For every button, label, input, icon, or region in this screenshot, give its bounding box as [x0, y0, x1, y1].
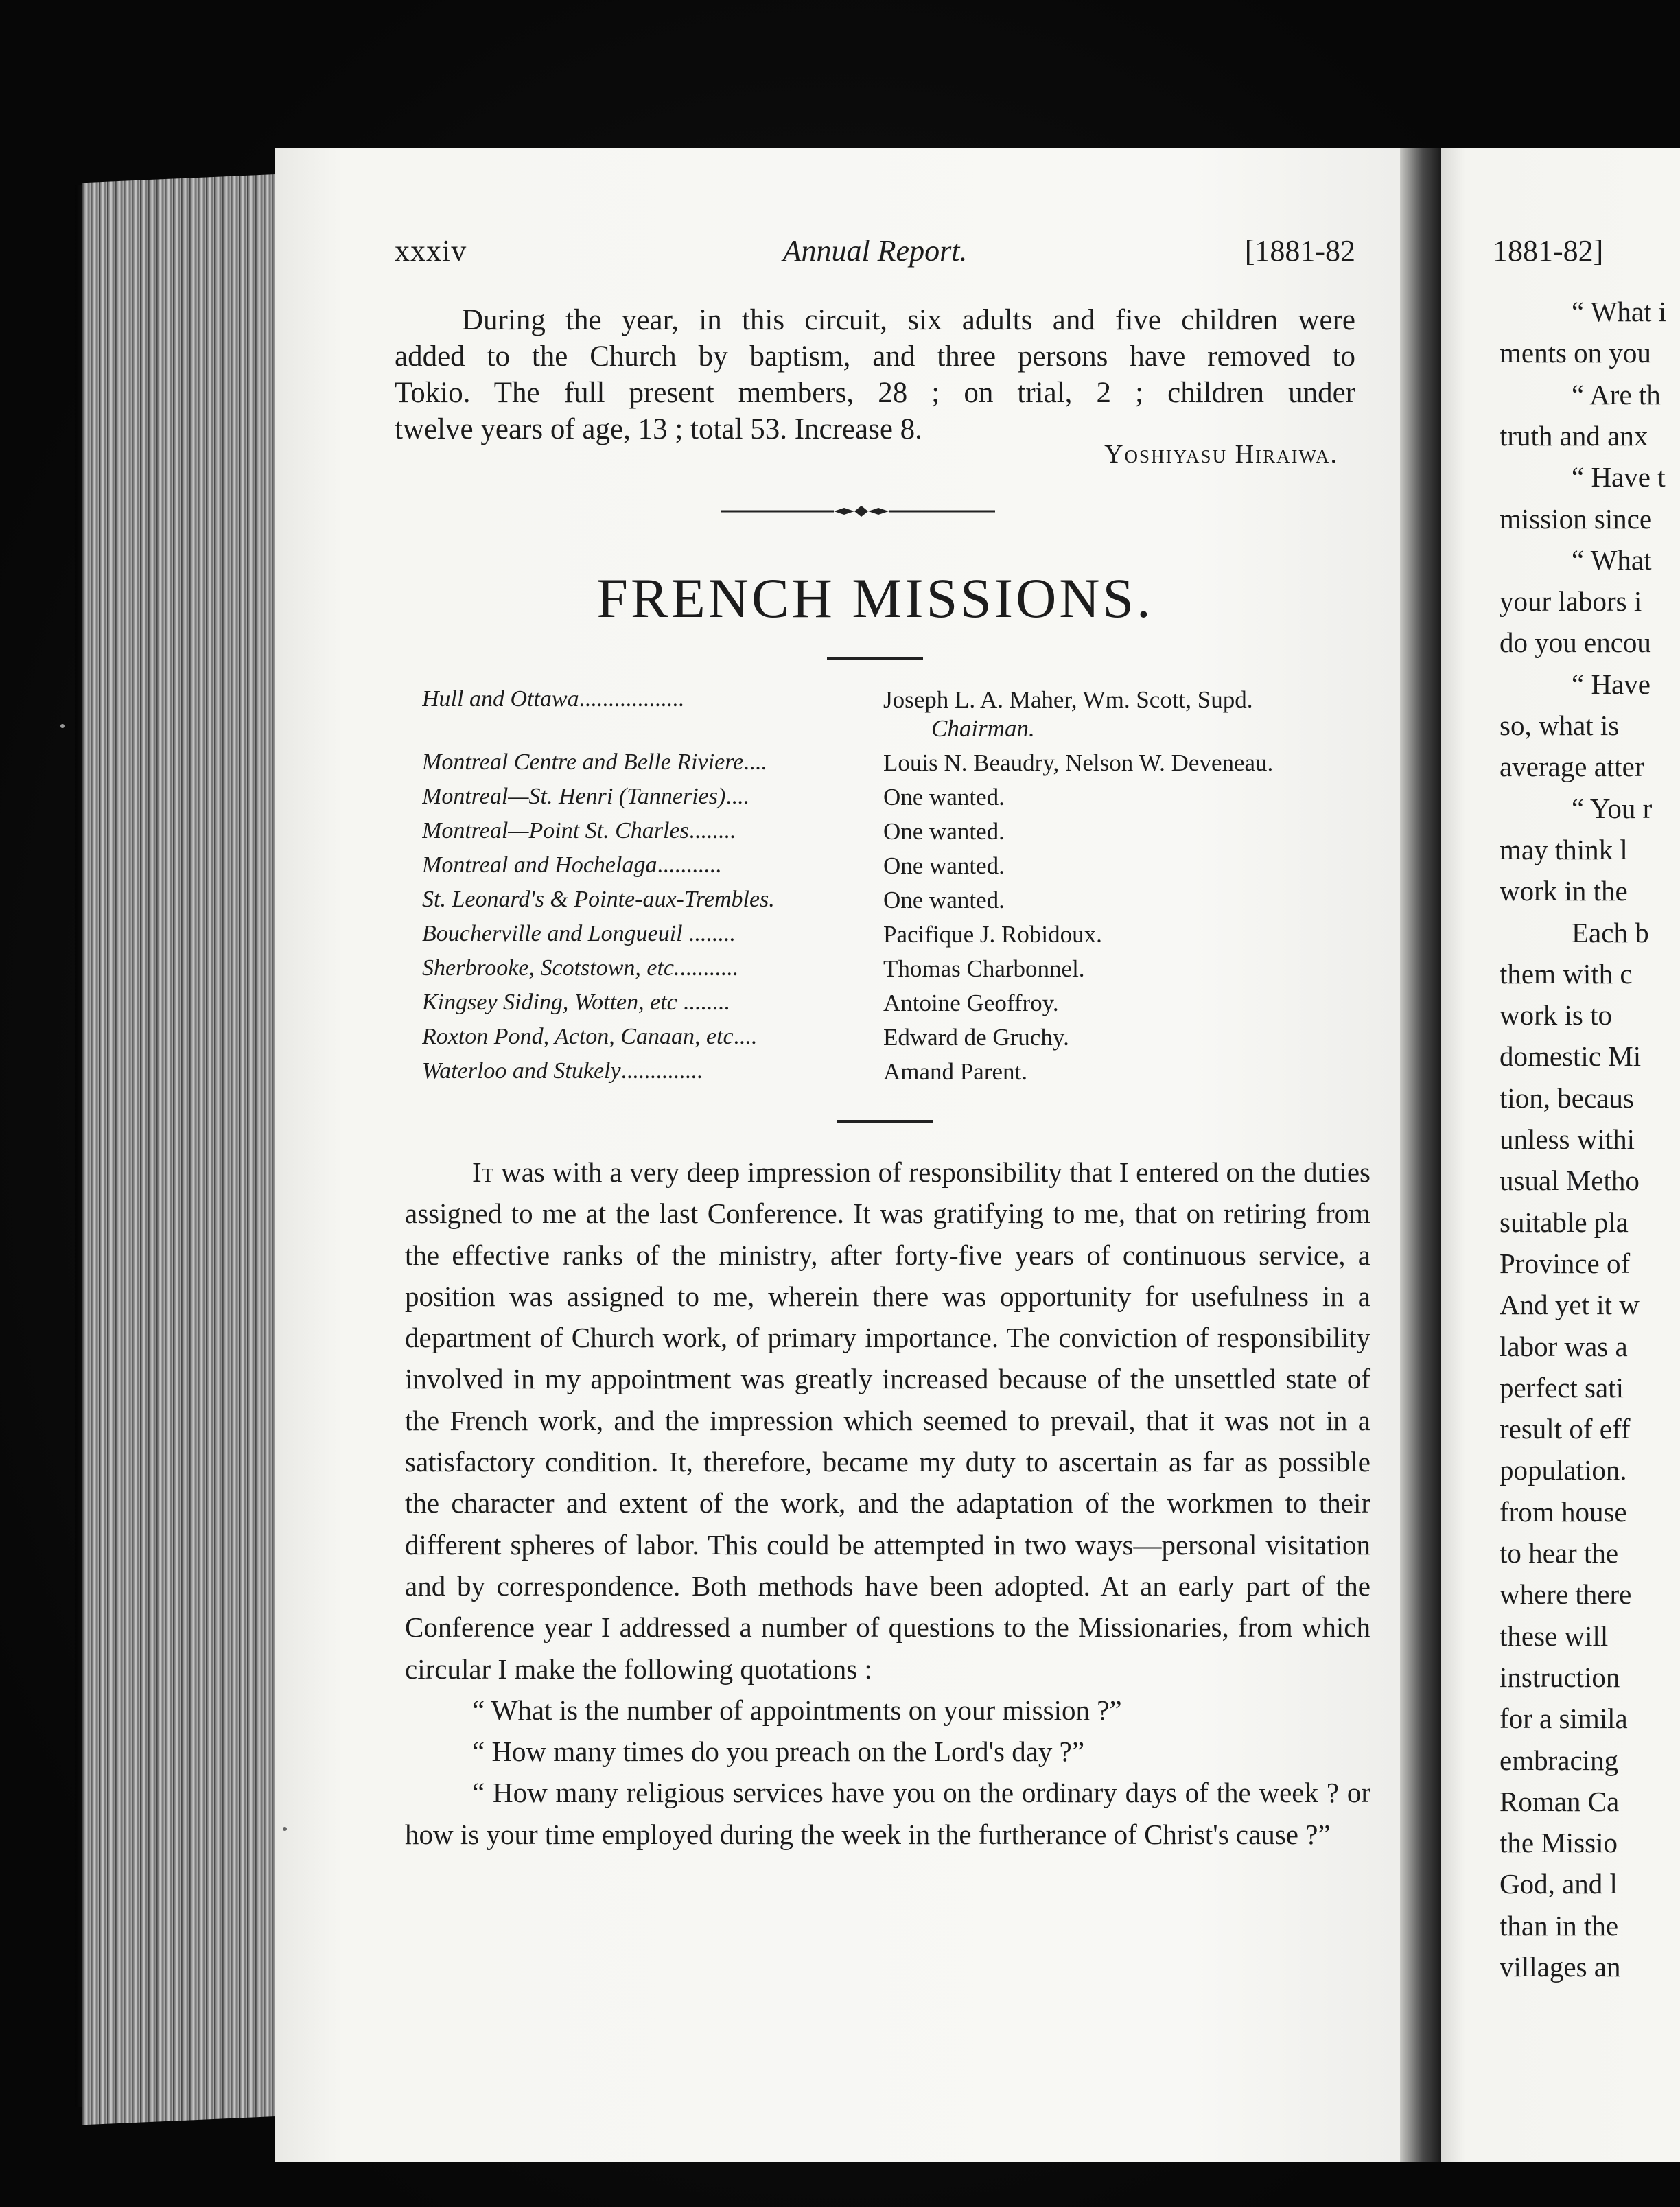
right-page-line: from house [1500, 1495, 1627, 1528]
right-page-line: than in the [1500, 1909, 1619, 1941]
right-page-line: “ Have t [1572, 461, 1666, 493]
right-page-line: villages an [1500, 1951, 1621, 1983]
appointment-minister: Thomas Charbonnel. [883, 955, 1085, 982]
list-item [422, 1024, 1379, 1058]
appointment-minister: Antoine Geoffroy. [883, 990, 1059, 1016]
intro-line: Tokio. The full present members, 28 ; on trial, 2 ; children under [395, 377, 1355, 409]
right-page-line: “ You r [1572, 792, 1653, 824]
list-item [422, 955, 1379, 990]
right-running-year: 1881-82] [1493, 234, 1604, 268]
appointment-minister: One wanted. [883, 784, 1005, 810]
leader-dots: .... [743, 749, 767, 775]
quotation: “ How many times do you preach on the Lord's day ?” [472, 1736, 1085, 1768]
right-page-line: your labors i [1500, 585, 1642, 618]
appointment-minister: Edward de Gruchy. [883, 1024, 1069, 1051]
quotation: “ How many religious services have you on the ordinary days of the week ? or how is your time employed during the week in the furtherance of Christ's cause ?” [405, 1777, 1370, 1850]
list-item [422, 749, 1379, 784]
scan-speck [283, 1827, 287, 1831]
section-title: FRENCH MISSIONS. [596, 567, 1154, 629]
right-page-line: to hear the [1500, 1537, 1619, 1569]
right-page-line: may think l [1500, 833, 1628, 865]
appointment-minister: Joseph L. A. Maher, Wm. Scott, Supd. [883, 686, 1253, 713]
running-head [395, 233, 1355, 275]
right-page-line: work is to [1500, 999, 1612, 1031]
book-page-edges [82, 174, 281, 2125]
right-page-line: average atter [1500, 751, 1644, 783]
scan-speck [60, 724, 65, 728]
opening-word: It [472, 1156, 494, 1188]
right-page-line: tion, becaus [1500, 1082, 1634, 1114]
appointment-minister: Louis N. Beaudry, Nelson W. Deveneau. [883, 749, 1274, 776]
intro-line: added to the Church by baptism, and three persons have removed to [395, 340, 1355, 373]
right-page-line: the Missio [1500, 1827, 1618, 1859]
list-item [422, 784, 1379, 818]
right-page-line: population. [1500, 1454, 1627, 1486]
right-page-line: unless withi [1500, 1123, 1635, 1155]
appointment-minister: Amand Parent. [883, 1058, 1027, 1085]
right-page-line: perfect sati [1500, 1371, 1624, 1403]
leader-dots: ........ [688, 818, 736, 843]
appointment-place: Roxton Pond, Acton, Canaan, etc [422, 1024, 734, 1049]
right-page-line: ments on you [1500, 337, 1651, 369]
right-page-line: domestic Mi [1500, 1040, 1642, 1073]
right-page-line: work in the [1500, 875, 1628, 907]
right-page-line: these will [1500, 1620, 1609, 1652]
title-rule [827, 657, 923, 660]
body-paragraph [405, 1152, 1370, 1690]
appointment-place: Kingsey Siding, Wotten, etc [422, 990, 677, 1015]
body-paragraph-text: was with a very deep impression of responsibility that I entered on the duties assigned to me at the last Conference. It was gratifying to me, that on retiring from the effective ranks of the ministry, after forty-five years of continuous service, a position was assigned to me, wherein there was opportunity for usefulness in a department of Church work, of primary importance. The conviction of responsibility involved in my appointment was greatly increased because of the unsettled state of the French work, and the impression which seemed to prevail, that it was not in a satisfactory condition. It, therefore, became my duty to ascertain as far as possible the character and extent of the work, and the adaptation of the workmen to their different spheres of labor. This could be attempted in two ways—personal visitation and by correspondence. Both methods have been adopted. At an early part of the Conference year I addressed a number of questions to the Missionaries, from which circular I make the following quotations : [405, 1156, 1371, 1685]
leader-dots: .... [725, 784, 749, 809]
right-page-line: embracing [1500, 1744, 1619, 1776]
list-item [422, 818, 1379, 852]
right-page-line: them with c [1500, 957, 1633, 990]
right-page-line: “ Are th [1572, 378, 1661, 410]
leader-dots: ........... [657, 852, 721, 878]
right-page-line: so, what is [1500, 710, 1620, 741]
appointments-list [422, 686, 1379, 1093]
leader-dots: ........ [682, 921, 736, 946]
appointment-place: Boucherville and Longueuil [422, 921, 683, 946]
appointment-minister: Pacifique J. Robidoux. [883, 921, 1102, 948]
right-page-line: Roman Ca [1500, 1785, 1620, 1817]
right-page-line: labor was a [1500, 1330, 1628, 1362]
running-title: Annual Report. [782, 234, 968, 268]
appointment-place: Sherbrooke, Scotstown, etc. [422, 955, 680, 981]
right-page-line: God, and l [1500, 1868, 1618, 1900]
appointment-place: Waterloo and Stukely [422, 1058, 621, 1084]
leader-dots: .................. [579, 686, 684, 712]
list-item [422, 1058, 1379, 1093]
intro-line: During the year, in this circuit, six adults and five children were [462, 304, 1355, 336]
body-text [405, 1152, 1370, 1855]
running-year: [1881-82 [1244, 234, 1355, 268]
list-item [422, 990, 1379, 1024]
list-rule [837, 1120, 933, 1123]
right-page-line: result of eff [1500, 1413, 1631, 1445]
appointment-place: St. Leonard's & Pointe-aux-Trembles. [422, 887, 775, 912]
right-page-line: Each b [1572, 916, 1649, 948]
appointment-place: Montreal and Hochelaga [422, 852, 657, 878]
right-page-line: “ Have [1572, 668, 1650, 700]
right-page-line: Province of [1500, 1247, 1631, 1279]
signature: Yoshiyasu Hiraiwa. [1104, 440, 1338, 469]
appointment-minister: One wanted. [883, 852, 1005, 879]
appointment-place: Hull and Ottawa [422, 686, 579, 712]
right-page-line: usual Metho [1500, 1165, 1640, 1197]
quotation: “ What is the number of appointments on your mission ?” [472, 1694, 1122, 1726]
right-page-line: mission since [1500, 502, 1653, 535]
right-page-line: “ What i [1572, 296, 1667, 327]
appointment-place: Montreal Centre and Belle Riviere [422, 749, 744, 775]
book-gutter [1400, 148, 1441, 2162]
appointment-place: Montreal—Point St. Charles [422, 818, 689, 843]
appointment-minister: One wanted. [883, 887, 1005, 913]
appointment-place: Montreal—St. Henri (Tanneries) [422, 784, 726, 809]
appointment-minister: One wanted. [883, 818, 1005, 845]
list-item [422, 921, 1379, 955]
right-page-line: suitable pla [1500, 1206, 1629, 1238]
right-page-line: “ What [1572, 544, 1652, 576]
right-page-line: instruction [1500, 1661, 1620, 1693]
intro-line: twelve years of age, 13 ; total 53. Increase 8. [395, 413, 922, 445]
list-item [422, 852, 1379, 887]
right-page-line: where there [1500, 1578, 1632, 1611]
intro-paragraph [395, 302, 1355, 447]
ornament-divider [721, 501, 995, 522]
leader-dots: ........ [677, 990, 730, 1015]
leader-dots: .......... [679, 955, 738, 981]
list-item [422, 887, 1379, 921]
right-page-line: for a simila [1500, 1703, 1628, 1735]
right-page-line: do you encou [1500, 627, 1651, 659]
right-page-line: And yet it w [1500, 1289, 1640, 1321]
right-page-line: truth and anx [1500, 419, 1648, 452]
leader-dots: .............. [620, 1058, 703, 1084]
list-item [422, 686, 1379, 749]
page-number: xxxiv [395, 234, 467, 268]
leader-dots: .... [733, 1024, 757, 1049]
appointment-note: Chairman. [931, 715, 1035, 742]
